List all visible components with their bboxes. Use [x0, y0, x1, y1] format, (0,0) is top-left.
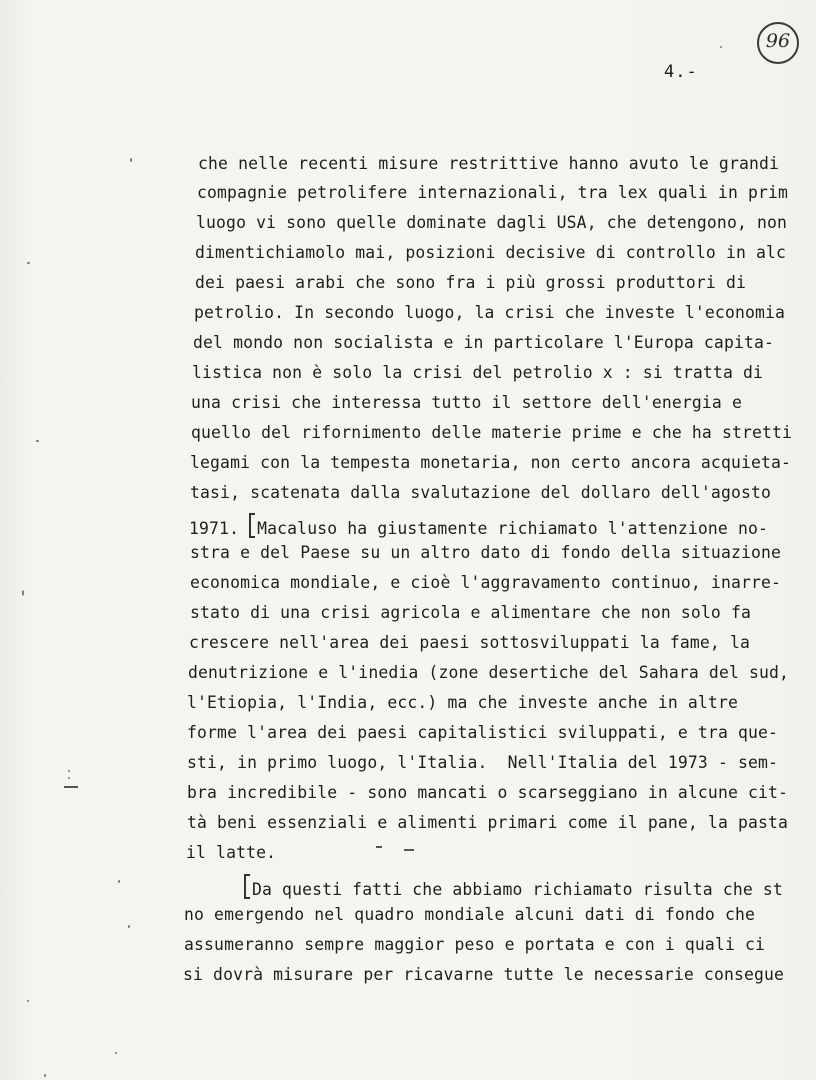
scan-speck [22, 590, 24, 596]
margin-bracket-mark [244, 874, 250, 899]
text-line: assumeranno sempre maggior peso e portata e con i quali ci [184, 935, 766, 954]
text-line: dimentichiamolo mai, posizioni decisive di controllo in alc [195, 243, 787, 262]
text-line: tasi, scatenata dalla svalutazione del dollaro dell'agosto [190, 483, 772, 502]
text-line: il latte. [186, 843, 277, 862]
margin-mark [64, 786, 78, 788]
text-line-paragraph-break [189, 513, 768, 539]
text-line: luogo vi sono quelle dominate dagli USA, che detengono, non [196, 213, 788, 232]
text-line: economica mondiale, e cioè l'aggravamento continuo, inarre- [190, 573, 782, 592]
stamp-number: 96 [765, 30, 791, 52]
text-line: sti, in primo luogo, l'Italia. Nell'Italia del 1973 - sem- [187, 753, 779, 772]
text-line: che nelle recenti misure restrittive hanno avuto le grandi [198, 154, 780, 173]
scan-speck [128, 925, 130, 928]
scan-speck [115, 1052, 117, 1054]
year-text: 1971. [189, 519, 250, 538]
text-line: stra e del Paese su un altro dato di fondo della situazione [190, 543, 782, 562]
scan-speck [27, 262, 30, 264]
text-line: l'Etiopia, l'India, ecc.) ma che investe anche in altre [187, 693, 738, 712]
text-line: tà beni essenziali e alimenti primari come il pane, la pasta [187, 813, 789, 832]
page-number: 4.- [664, 62, 698, 82]
text-line: forme l'area dei paesi capitalistici sviluppati, e tra que- [187, 723, 779, 742]
text-line: no emergendo nel quadro mondiale alcuni dati di fondo che [184, 905, 756, 924]
text-line: listica non è solo la crisi del petrolio x : si tratta di [192, 363, 764, 382]
paragraph-start-text: Macaluso ha giustamente richiamato l'attenzione no- [257, 519, 769, 538]
text-line-paragraph-start [244, 874, 783, 900]
scan-speck [44, 1074, 46, 1077]
text-line: crescere nell'area dei paesi sottosviluppati la fame, la [189, 633, 751, 652]
text-line: petrolio. In secondo luogo, la crisi che investe l'economia [194, 303, 786, 322]
text-line: compagnie petrolifere internazionali, tra lex quali in prim [197, 183, 789, 202]
text-line: denutrizione e l'inedia (zone desertiche del Sahara del sud, [188, 663, 790, 682]
text-line: bra incredibile - sono mancati o scarseggiano in alcune cit- [187, 783, 789, 802]
text-line: una crisi che interessa tutto il settore dell'energia e [191, 393, 742, 412]
scan-speck [68, 777, 70, 779]
text-line: stato di una crisi agricola e alimentare che non solo fa [190, 603, 752, 622]
text-line: del mondo non socialista e in particolare l'Europa capita- [193, 333, 775, 352]
scan-speck [130, 158, 132, 162]
scan-speck [27, 1000, 29, 1002]
text-line: quello del rifornimento delle materie prime e che ha stretti [191, 423, 793, 442]
text-line: dei paesi arabi che sono fra i più grossi produttori di [195, 273, 746, 292]
scan-speck [68, 770, 70, 772]
text-line: si dovrà misurare per ricavarne tutte le necessarie consegue [183, 965, 785, 984]
margin-bracket-mark [249, 513, 255, 538]
scan-speck [36, 440, 39, 442]
scan-speck [118, 880, 120, 883]
paragraph-start-text: Da questi fatti che abbiamo richiamato risulta che st [252, 880, 783, 899]
pen-mark [376, 846, 382, 848]
pen-mark [404, 849, 414, 851]
scan-speck [720, 46, 722, 48]
text-line: legami con la tempesta monetaria, non certo ancora acquieta- [190, 453, 792, 472]
